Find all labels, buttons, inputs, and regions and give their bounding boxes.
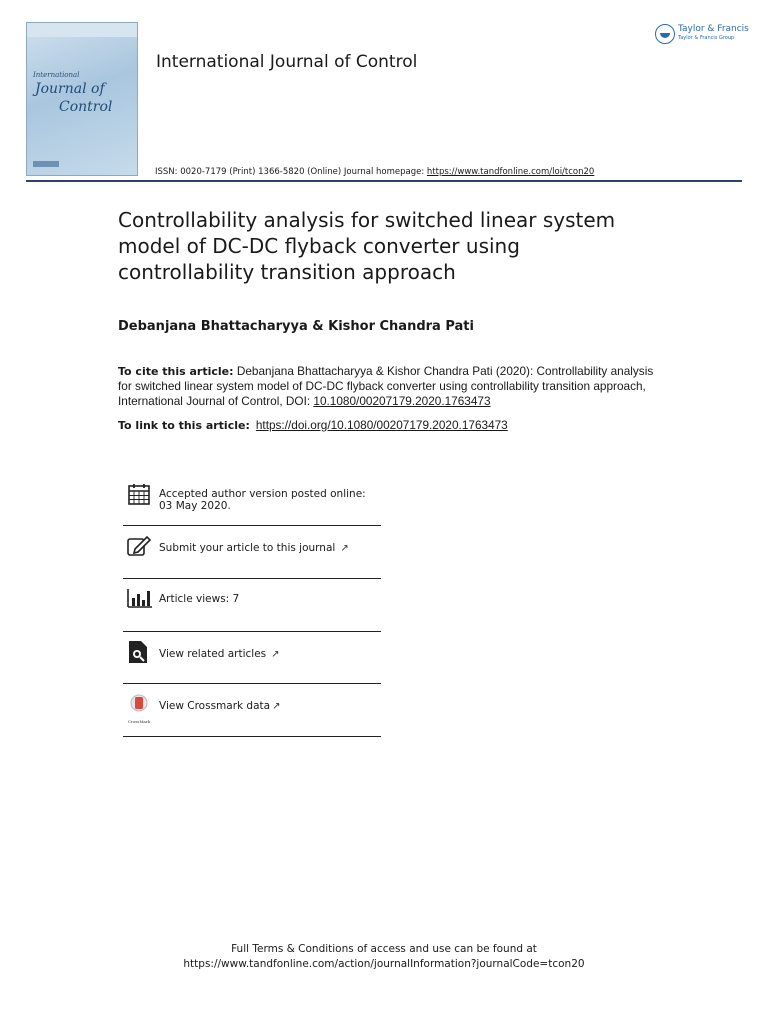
cover-small-text: International — [33, 71, 80, 79]
accepted-row — [123, 478, 381, 526]
accepted-label: Accepted author version posted online: 03 May 2020. — [159, 488, 366, 512]
views-row — [123, 579, 381, 632]
crossmark-icon — [127, 694, 151, 724]
journal-cover — [26, 22, 138, 176]
cover-title-line1: Journal of — [35, 81, 105, 97]
cite-text: Debanjana Bhattacharyya & Kishor Chandra Pati (2020): Controllability analysis for switched linear system model of DC-DC flyback converter using controllability transition approach, International Journal of Control, DOI: — [118, 364, 654, 408]
search-document-icon — [127, 640, 149, 668]
cite-label: To cite this article: — [118, 365, 234, 378]
cover-title-line2: Control — [59, 99, 113, 115]
footer — [0, 942, 768, 972]
crossmark-label[interactable]: View Crossmark data ↗ — [159, 700, 281, 712]
cite-doi-link[interactable]: 10.1080/00207179.2020.1763473 — [313, 394, 491, 408]
bar-chart-icon — [127, 588, 153, 612]
journal-homepage-link[interactable]: https://www.tandfonline.com/loi/tcon20 — [426, 167, 595, 177]
citation — [118, 364, 658, 409]
views-label: Article views: 7 — [159, 593, 240, 605]
cover-publisher-mark — [33, 161, 59, 167]
crossmark-text: CrossMark — [127, 719, 151, 724]
related-label[interactable]: View related articles ↗ — [159, 648, 280, 660]
article-authors: Debanjana Bhattacharyya & Kishor Chandra Pati — [118, 319, 474, 334]
article-title: Controllability analysis for switched linear system model of DC-DC flyback converter using controllability transition approach — [118, 208, 616, 284]
publisher-name: Taylor & Francis — [678, 24, 749, 34]
submit-label[interactable]: Submit your article to this journal ↗ — [159, 542, 349, 554]
issn-text: ISSN: 0020-7179 (Print) 1366-5820 (Online) Journal homepage: — [155, 167, 427, 177]
link-label: To link to this article: — [118, 419, 250, 432]
crossmark-row[interactable] — [123, 684, 381, 737]
external-link-icon: ↗ — [340, 543, 349, 554]
footer-line1: Full Terms & Conditions of access and use can be found at — [231, 943, 537, 955]
publisher-logo[interactable] — [655, 22, 749, 46]
external-link-icon: ↗ — [271, 649, 280, 660]
external-link-icon: ↗ — [272, 701, 281, 712]
footer-line2[interactable]: https://www.tandfonline.com/action/journalInformation?journalCode=tcon20 — [183, 958, 585, 970]
taylor-francis-logo-icon — [655, 24, 675, 44]
submit-row[interactable] — [123, 526, 381, 579]
cover-strip — [27, 23, 137, 37]
calendar-icon — [127, 482, 151, 510]
article-doi-link[interactable]: https://doi.org/10.1080/00207179.2020.1763473 — [255, 418, 508, 432]
related-row[interactable] — [123, 632, 381, 684]
header-rule — [26, 180, 742, 182]
article-link-line — [118, 418, 508, 432]
edit-icon — [127, 535, 151, 561]
issn-line — [155, 167, 594, 177]
journal-title: International Journal of Control — [156, 52, 418, 72]
publisher-sub: Taylor & Francis Group — [678, 35, 735, 41]
